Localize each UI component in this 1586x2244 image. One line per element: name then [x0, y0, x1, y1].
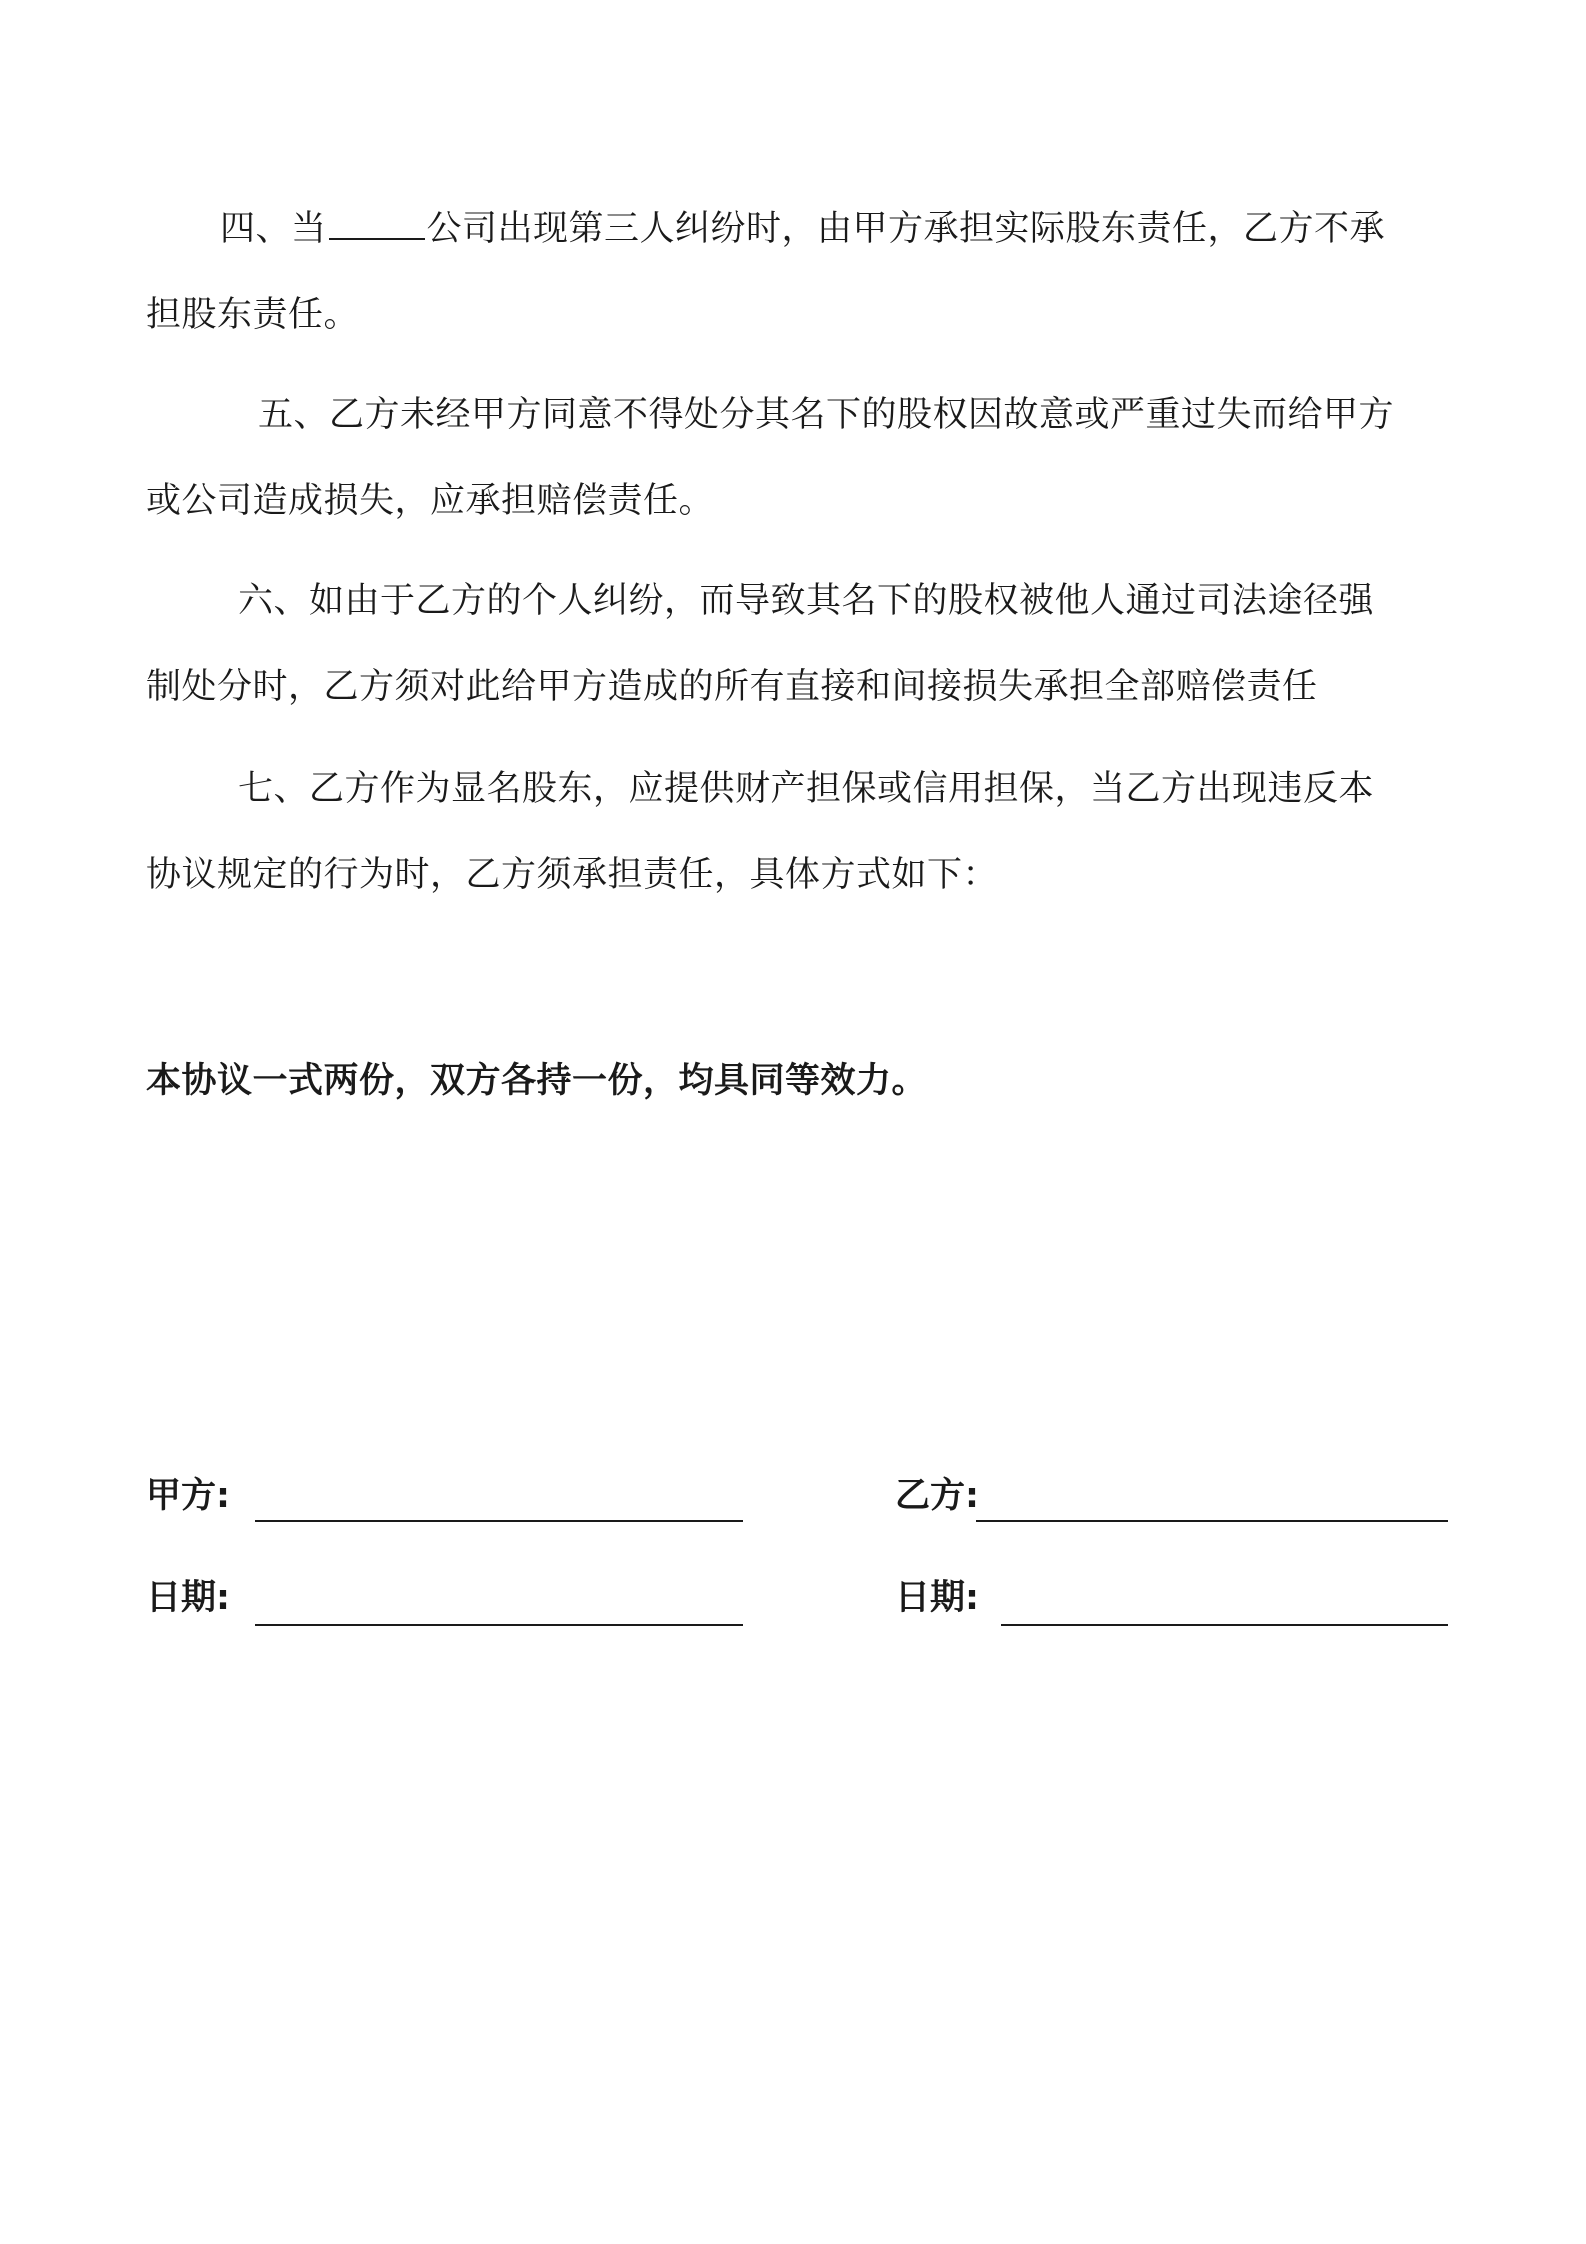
party-a-label: 甲方:: [146, 1476, 230, 1516]
clause-5-line-2: 或公司造成损失，应承担赔偿责任。: [146, 481, 715, 521]
clause-5-line-1: 五、乙方未经甲方同意不得处分其名下的股权因故意或严重过失而给甲方: [258, 395, 1395, 435]
party-a-signature-line[interactable]: [255, 1520, 743, 1522]
company-name-blank: [329, 208, 425, 240]
clause-6-line-1: 六、如由于乙方的个人纠纷，而导致其名下的股权被他人通过司法途径强: [238, 581, 1375, 621]
clause-5: [146, 372, 1446, 544]
clause-4: [146, 186, 1446, 358]
clause-6-line-2: 制处分时，乙方须对此给甲方造成的所有直接和间接损失承担全部赔偿责任: [146, 667, 1318, 707]
date-b-label: 日期:: [895, 1578, 979, 1618]
clause-7-line-1: 七、乙方作为显名股东，应提供财产担保或信用担保，当乙方出现违反本: [238, 769, 1375, 809]
party-b-label: 乙方:: [895, 1476, 979, 1516]
clause-4-line-1: [146, 186, 1446, 272]
party-b-signature-line[interactable]: [976, 1520, 1448, 1522]
date-a-label: 日期:: [146, 1578, 230, 1618]
clause-4-prefix: 四、当: [220, 209, 327, 249]
clause-6: [146, 558, 1446, 730]
clause-7: [146, 746, 1446, 918]
clause-4-suffix: 公司出现第三人纠纷时，由甲方承担实际股东责任，乙方不承: [426, 209, 1386, 249]
date-b-line[interactable]: [1001, 1624, 1448, 1626]
closing-statement: 本协议一式两份，双方各持一份，均具同等效力。: [146, 1061, 928, 1101]
date-a-line[interactable]: [255, 1624, 743, 1626]
clause-4-line-2: 担股东责任。: [146, 295, 360, 335]
clause-7-line-2: 协议规定的行为时，乙方须承担责任，具体方式如下：: [146, 855, 999, 895]
